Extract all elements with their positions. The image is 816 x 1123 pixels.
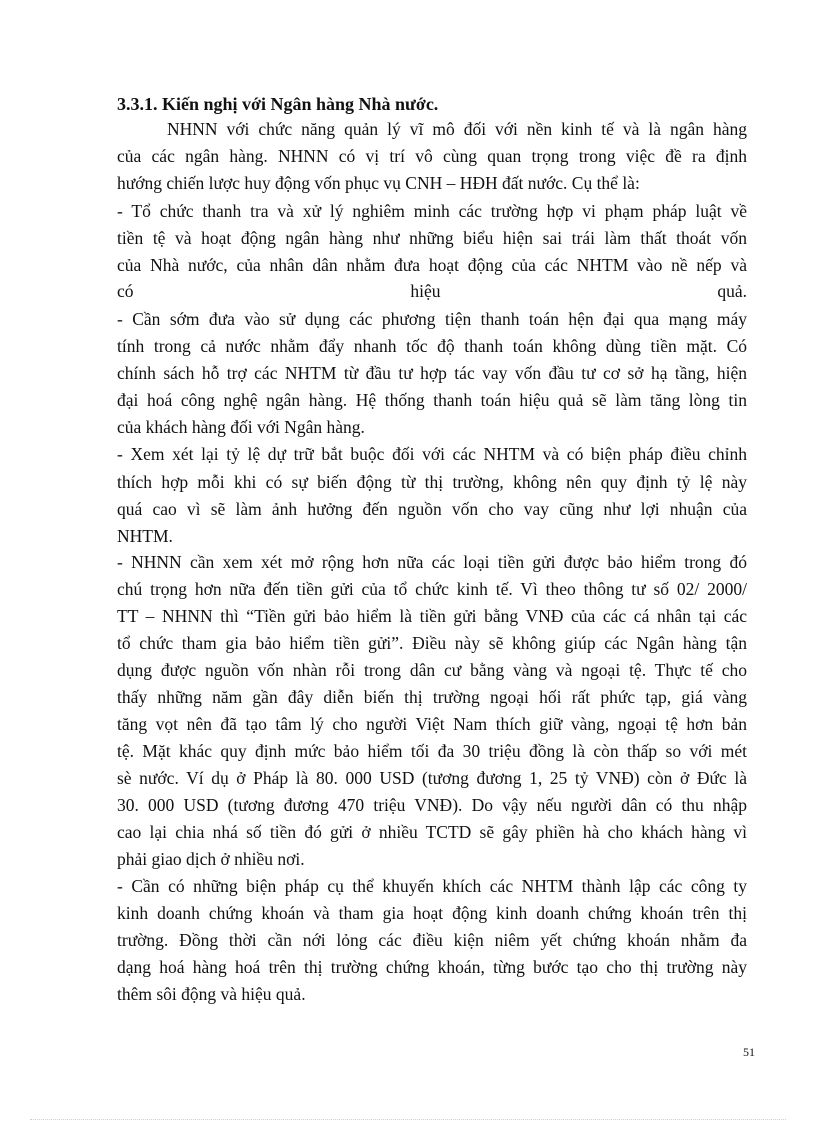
text-line: - NHNN cần xem xét mở rộng hơn nữa các loại tiền gửi được bảo hiểm trong đó [117,552,747,572]
text-line: cao lại chia nhá số tiền đó gửi ở nhiều TCTD sẽ gây phiền hà cho khách hàng vì [117,822,747,842]
text-line: sè nước. Ví dụ ở Pháp là 80. 000 USD (tương đương 1, 25 tỷ VNĐ) còn ở Đức là [117,768,747,788]
text-line: của khách hàng đối với Ngân hàng. [117,417,365,437]
text-line: NHNN với chức năng quản lý vĩ mô đối với nền kinh tế và là ngân hàng [167,119,747,139]
text-line: tính trong cả nước nhằm đẩy nhanh tốc độ thanh toán không dùng tiền mặt. Có [117,336,747,356]
text-line: tăng vọt nên đã tạo tâm lý cho người Việt Nam thích giữ vàng, ngoại tệ hơn bản [117,714,747,734]
text-line: thấy những năm gần đây diễn biến thị trường ngoại hối rất phức tạp, giá vàng [117,687,747,707]
text-line: thêm sôi động và hiệu quả. [117,984,306,1004]
text-line: NHTM. [117,526,173,546]
text-line: đại hoá công nghệ ngân hàng. Hệ thống thanh toán hiệu quả sẽ làm tăng lòng tin [117,390,747,410]
text-line: dạng hoá hàng hoá trên thị trường chứng khoán, từng bước tạo cho thị trường này [117,957,747,977]
text-line: - Cần sớm đưa vào sử dụng các phương tiện thanh toán hện đại qua mạng máy [117,309,747,329]
text-line: kinh doanh chứng khoán và tham gia hoạt động kinh doanh chứng khoán trên thị [117,903,747,923]
text-line: của các ngân hàng. NHNN có vị trí vô cùng quan trọng trong việc đề ra định [117,146,747,166]
text-line: trường. Đồng thời cần nới lỏng các điều kiện niêm yết chứng khoán nhằm đa [117,930,747,950]
text-line: tổ chức tham gia bảo hiểm tiền gửi”. Điều này sẽ không giúp các Ngân hàng tận [117,633,747,653]
text-line: dụng được nguồn vốn nhàn rỗi trong dân cư bằng vàng và ngoại tệ. Thực tế cho [117,660,747,680]
text-line: TT – NHNN thì “Tiền gửi bảo hiểm là tiền gửi bằng VNĐ của các cá nhân tại các [117,606,747,626]
text-line: tệ. Mặt khác quy định mức bảo hiểm tối đa 30 triệu đồng là còn thấp so với mét [117,741,747,761]
text-line: quá cao vì sẽ làm ảnh hưởng đến nguồn vốn cho vay cũng như lợi nhuận của [117,499,747,519]
text-line: của Nhà nước, của nhân dân nhằm đưa hoạt động của các NHTM vào nề nếp và [117,255,747,275]
footer-divider [30,1119,786,1120]
text-line: thích hợp mỗi khi có sự biến động từ thị trường, không nên quy định tỷ lệ này [117,472,747,492]
text-line: tiền tệ và hoạt động ngân hàng như những biểu hiện sai trái làm thất thoát vốn [117,228,747,248]
text-line: - Tổ chức thanh tra và xử lý nghiêm minh các trường hợp vi phạm pháp luật về [117,201,747,221]
text-line: phải giao dịch ở nhiều nơi. [117,849,305,869]
page-number: 51 [743,1045,755,1059]
text-line: - Cần có những biện pháp cụ thể khuyến khích các NHTM thành lập các công ty [117,876,747,896]
section-heading: 3.3.1. Kiến nghị với Ngân hàng Nhà nước. [117,94,439,114]
text-line: có hiệu quả. [117,281,747,301]
text-line: chính sách hỗ trợ các NHTM từ đầu tư hợp tác vay vốn đầu tư cơ sở hạ tầng, hiện [117,363,747,383]
text-line: - Xem xét lại tỷ lệ dự trữ bắt buộc đối với các NHTM và có biện pháp điều chỉnh [117,444,747,464]
text-line: chú trọng hơn nữa đến tiền gửi của tổ chức kinh tế. Vì theo thông tư số 02/ 2000/ [117,579,747,599]
text-line: hướng chiến lược huy động vốn phục vụ CNH – HĐH đất nước. Cụ thể là: [117,173,640,193]
text-line: 30. 000 USD (tương đương 470 triệu VNĐ). Do vậy nếu người dân có thu nhập [117,795,747,815]
